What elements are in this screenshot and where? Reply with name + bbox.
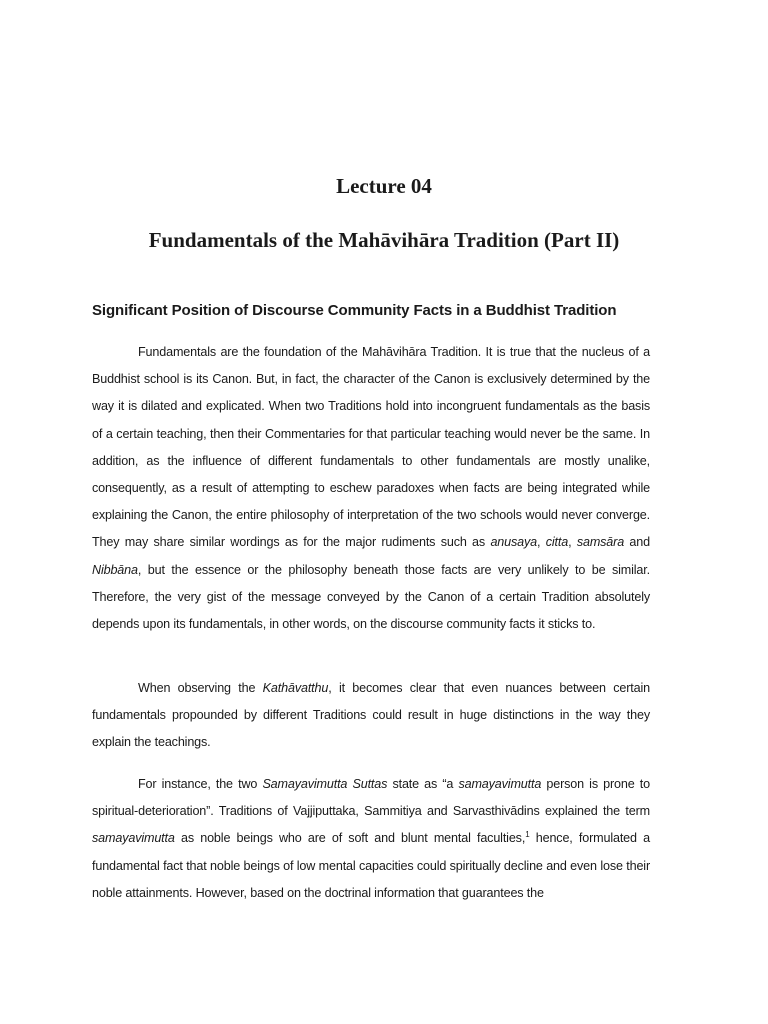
paragraph-3-text-d: as noble beings who are of soft and blunt mental faculties, — [174, 831, 526, 846]
section-heading: Significant Position of Discourse Community Facts in a Buddhist Tradition — [92, 302, 617, 319]
paragraph-2 — [92, 675, 650, 757]
paragraph-3-text-e: hence, formulated a fundamental fact that noble beings of low mental capacities could spiritually decline and even lose their noble attainments. However, based on the doctrinal information that guarantees the — [92, 831, 650, 900]
paragraph-3-text-b: state as “a — [387, 777, 459, 791]
main-title: Fundamentals of the Mahāvihāra Tradition (Part II) — [148, 228, 620, 252]
separator: , — [568, 535, 577, 550]
paragraph-1-text-a: Fundamentals are the foundation of the Mahāvihāra Tradition. It is true that the nucleus of a Buddhist school is its Canon. But, in fact, the character of the Canon is exclusively determined by the way it is dilated and explicated. When two Traditions hold into incongruent fundamentals as the basis of a certain teaching, then their Commentaries for that particular teaching would never be the same. In addition, as the influence of different fundamentals to other fundamentals are mostly unalike, consequently, as a result of attempting to eschew paradoxes when facts are being integrated while explaining the Canon, the entire philosophy of interpretation of the two schools would never converge. They may share similar wordings as for the major rudiments such as — [92, 345, 650, 550]
term-samayavimutta-suttas: Samayavimutta Suttas — [262, 777, 388, 791]
paragraph-1 — [92, 339, 650, 638]
term-nibbana: Nibbāna — [92, 562, 138, 577]
footnote-marker[interactable]: 1 — [525, 830, 530, 840]
term-kathavatthu: Kathāvatthu — [262, 681, 329, 695]
paragraph-2-text-b: , it becomes clear that even nuances between certain fundamentals propounded by different Traditions could result in huge distinctions in the way they explain the teachings. — [92, 681, 650, 750]
paragraph-3 — [92, 771, 650, 907]
lecture-title: Lecture 04 — [336, 174, 432, 198]
paragraph-1-text-b: , but the essence or the philosophy beneath those facts are very unlikely to be similar. Therefore, the very gist of the message conveyed by the Canon of a certain Tradition absolutely depends upon its fundamentals, in other words, on the discourse community facts it sticks to. — [92, 562, 650, 632]
term-samsara: samsāra — [576, 535, 625, 550]
paragraph-3-text-a: For instance, the two — [138, 777, 263, 791]
paragraph-2-text-a: When observing the — [138, 681, 263, 695]
term-citta: citta — [545, 535, 569, 550]
term-anusaya: anusaya — [490, 535, 538, 550]
separator: and — [624, 535, 650, 550]
separator: , — [537, 535, 546, 550]
term-samayavimutta: samayavimutta — [458, 777, 542, 791]
term-samayavimutta: samayavimutta — [92, 831, 175, 846]
paragraph-3-text-c: person is prone to spiritual-deterioration”. Traditions of Vajjiputtaka, Sammitiya and Sarvasthivādins explained the term — [92, 777, 650, 819]
